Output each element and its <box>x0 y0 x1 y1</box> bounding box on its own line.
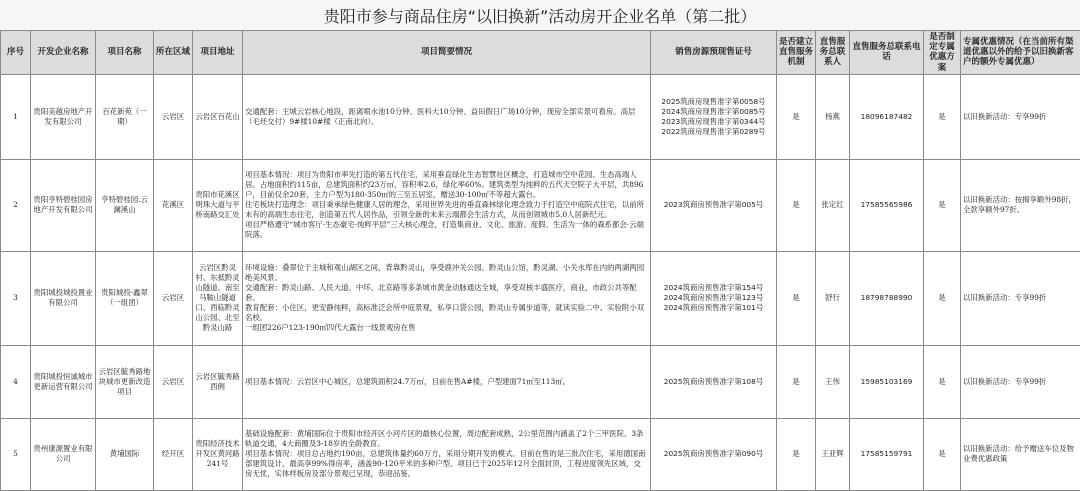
cell-presale <box>651 345 777 418</box>
presale-number: 2023筑商房现售准字第0344号 <box>653 117 774 127</box>
cell-district: 花溪区 <box>154 159 193 251</box>
cell-phone: 17585159791 <box>850 418 924 490</box>
cell-developer: 贵州康源置业有限公司 <box>31 418 96 490</box>
brief-paragraph: 项目基本情况：云岩区中心城区，总建筑面积24.7万㎡，目前在售A#楼，户型建面71㎡至113㎡。 <box>245 377 648 387</box>
cell-special-desc: 以旧换新活动：按揭享额外98折，全款享额外97折。 <box>961 159 1080 251</box>
presale-number: 2022筑商房现售准字第0289号 <box>653 127 774 137</box>
cell-special-plan: 是 <box>924 159 961 251</box>
header-presale: 销售房源预现售证号 <box>651 31 777 75</box>
cell-special-plan: 是 <box>924 345 961 418</box>
header-brief: 项目简要情况 <box>243 31 651 75</box>
cell-contact: 王伟 <box>816 345 850 418</box>
cell-district: 经开区 <box>154 418 193 490</box>
brief-paragraph: 交通配套：黔灵山路、人民大道、中环、北京路等多条城市黄金动脉通达全城，享受双核丰盛医疗，商业，市政公共等配套。 <box>245 283 648 303</box>
cell-address: 贵阳经济技术开发区黄河路241号 <box>193 418 243 490</box>
cell-brief <box>243 74 651 159</box>
presale-number: 2023筑商房预售准字第005号 <box>653 200 774 210</box>
cell-presale <box>651 251 777 345</box>
cell-brief <box>243 159 651 251</box>
cell-special-desc: 以旧换新活动：专享99折 <box>961 74 1080 159</box>
cell-developer: 贵阳城投城投置业有限公司 <box>31 251 96 345</box>
presale-number: 2024筑商房预售准字第123号 <box>653 293 774 303</box>
brief-paragraph: 项目严格遵守“城市客厅·生态豪宅·纯粹平层”三大核心理念，打造集商业、文化、旅游、度假、生活为一体的森系都会·云端院落。 <box>245 220 648 240</box>
cell-project: 亨特碧桂园.云澜溪山 <box>96 159 154 251</box>
cell-direct-mech: 是 <box>777 251 816 345</box>
presale-number: 2024筑商房预售准字第101号 <box>653 303 774 313</box>
cell-project: 云岩区毓秀路地块城市更新改造项目 <box>96 345 154 418</box>
cell-presale <box>651 418 777 490</box>
cell-direct-mech: 是 <box>777 159 816 251</box>
cell-direct-mech: 是 <box>777 74 816 159</box>
header-district: 所在区域 <box>154 31 193 75</box>
developer-table <box>0 30 1080 491</box>
header-phone: 直售服务总联系电话 <box>850 31 924 75</box>
presale-number: 2025筑商房预售准字第090号 <box>653 449 774 459</box>
table-row <box>1 251 1080 345</box>
cell-brief <box>243 251 651 345</box>
cell-special-desc: 以旧换新活动：专享99折 <box>961 345 1080 418</box>
cell-special-plan: 是 <box>924 418 961 490</box>
cell-address: 云岩区黔灵村、东抵黔灵山隧道、南至马鞍山隧道口、西临黔灵山公园、北至黔灵山路 <box>193 251 243 345</box>
cell-phone: 17585565986 <box>850 159 924 251</box>
cell-direct-mech: 是 <box>777 345 816 418</box>
brief-paragraph: 住宅板块打造理念：项目秉承绿色健康人居的理念，采用世界先进的垂直森林绿化理念致力于打造空中庭院式住宅，以前所未有的高端生态住宅，创造第五代人居作品，引领全新的未来云端都会生活方式，从而创领城市5.0人居新纪元。 <box>245 200 648 220</box>
cell-contact: 张定红 <box>816 159 850 251</box>
table-row <box>1 74 1080 159</box>
cell-district: 云岩区 <box>154 74 193 159</box>
header-special-desc: 专属优惠情况（在当前所有渠道优惠以外的给予以旧换新客户的额外专属优惠） <box>961 31 1080 75</box>
header-seq: 序号 <box>1 31 31 75</box>
brief-paragraph: 基础设施配套：黄埔国际位于贵阳市经开区小河片区的最核心位置，周边配套成熟，2公里范围内涵盖了2个三甲医院、3条轨道交通，4大商圈及3-18岁的全龄教育。 <box>245 429 648 449</box>
cell-contact: 王亚辉 <box>816 418 850 490</box>
table-row <box>1 345 1080 418</box>
cell-seq: 4 <box>1 345 31 418</box>
cell-phone: 18798788990 <box>850 251 924 345</box>
presale-number: 2024筑商房预售准字第154号 <box>653 283 774 293</box>
brief-paragraph: 交通配套：主城云岩核心地段，距离喷水池10分钟、医科大10分钟、益田假日广场10分钟，现房全部实景可看房。高层（毛坯交付）9#楼10#楼（正南北向）。 <box>245 107 648 127</box>
cell-project: 百花新苑（一期） <box>96 74 154 159</box>
table-row <box>1 159 1080 251</box>
cell-address: 云岩区百花山 <box>193 74 243 159</box>
cell-seq: 1 <box>1 74 31 159</box>
cell-presale <box>651 159 777 251</box>
cell-address: 贵阳市花溪区明珠大道与平桥南路交汇处 <box>193 159 243 251</box>
cell-direct-mech: 是 <box>777 418 816 490</box>
header-direct-mech: 是否建立直售服务机制 <box>777 31 816 75</box>
header-address: 项目地址 <box>193 31 243 75</box>
table-row <box>1 418 1080 490</box>
cell-special-desc: 以旧换新活动：专享99折 <box>961 251 1080 345</box>
presale-number: 2024筑商房现售准字第0085号 <box>653 107 774 117</box>
presale-number: 2025筑商房预售准字第108号 <box>653 377 774 387</box>
cell-developer: 贵阳亨特碧桂园房地产开发有限公司 <box>31 159 96 251</box>
cell-presale <box>651 74 777 159</box>
presale-number: 2025筑商房现售准字第0058号 <box>653 97 774 107</box>
header-project: 项目名称 <box>96 31 154 75</box>
cell-project: 黄埔国际 <box>96 418 154 490</box>
brief-paragraph: 项目基本情况：项目为贵阳市率先打造的第五代住宅，采用垂直绿化生态智慧社区概念，打造城市空中花园、生态高端人居。占地面积约115亩，总建筑面积约23万㎡，容积率2.6，绿化率60%。建筑类型为纯粹的五代天空院子大平层，共896户，目前仅余20套，主力户型为180-350㎡的三至五居室，赠送30-100㎡不等超大露台。 <box>245 170 648 200</box>
brief-paragraph: 教育配套：小住区，更安静纯粹，高标准泛会所中庭景观，私享口袋公园，黔灵山专属步道等，就读实验二中、实验附小双名校。 <box>245 303 648 323</box>
header-contact: 直售服务总联系人 <box>816 31 850 75</box>
cell-project: 贵阳城投·鑫翠（一组团） <box>96 251 154 345</box>
cell-developer: 贵阳美越房地产开发有限公司 <box>31 74 96 159</box>
header-special-plan: 是否制定专属优惠方案 <box>924 31 961 75</box>
brief-paragraph: 项目基本情况：项目总占地约190亩，总建筑体量约60万方，采用分期开发的模式。目前在售的是三批次住宅，采用德国南部建筑设计，最高享99%得房率，涵盖90-120平米的多种户型。项目已于2025年12月全面封顶，工程进度领先区域，交房无忧，实体样板房及部分景观已呈现，恭迎品鉴。 <box>245 449 648 479</box>
cell-district: 云岩区 <box>154 251 193 345</box>
header-row <box>1 31 1080 75</box>
cell-seq: 5 <box>1 418 31 490</box>
cell-seq: 3 <box>1 251 31 345</box>
cell-district: 云岩区 <box>154 345 193 418</box>
cell-special-plan: 是 <box>924 251 961 345</box>
brief-paragraph: 环境设施：叠翠位于主城和观山湖区之间，背靠黔灵山，享受鹿冲关公园、黔灵山公馆，黔灵湖、小关水库在内的两湖两园绝美风景。 <box>245 263 648 283</box>
cell-developer: 贵阳城投恒诚城市更新运营有限公司 <box>31 345 96 418</box>
cell-special-plan: 是 <box>924 74 961 159</box>
cell-brief <box>243 418 651 490</box>
cell-contact: 杨燕 <box>816 74 850 159</box>
cell-phone: 18096187482 <box>850 74 924 159</box>
cell-special-desc: 以旧换新活动：给予赠送车位及物业费优惠政策 <box>961 418 1080 490</box>
cell-contact: 舒行 <box>816 251 850 345</box>
cell-brief <box>243 345 651 418</box>
cell-seq: 2 <box>1 159 31 251</box>
cell-phone: 15985103169 <box>850 345 924 418</box>
cell-address: 云岩区毓秀路西侧 <box>193 345 243 418</box>
brief-paragraph: 一组团226户123-190㎡四代大露台一线景观房在售 <box>245 323 648 333</box>
page-title: 贵阳市参与商品住房“以旧换新”活动房开企业名单（第二批） <box>0 0 1080 31</box>
header-developer: 开发企业名称 <box>31 31 96 75</box>
